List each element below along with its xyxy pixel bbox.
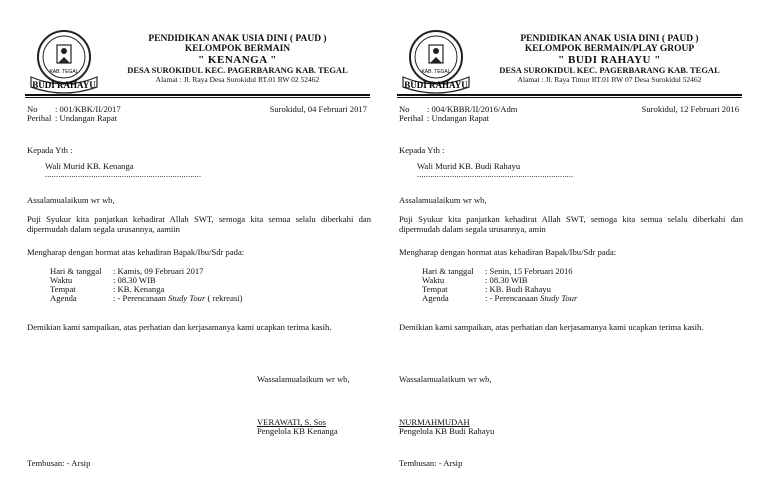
place-date: Surokidul, 12 Februari 2016 xyxy=(641,104,739,114)
body-paragraph-2: Mengharap dengan hormat atas kehadiran Bapak/Ibu/Sdr pada: xyxy=(27,247,245,257)
detail-value-agenda: : - Perencanaan Study Tour ( rekreasi) xyxy=(113,293,243,303)
school-emblem-logo xyxy=(399,27,473,99)
body-paragraph-1: Puji Syukur kita panjatkan kehadirat Allah SWT, semoga kita semua selalu diberkahi dan dipermudah dalam segala urusannya, amin xyxy=(399,214,743,234)
letterhead-village: DESA SUROKIDUL KEC. PAGERBARANG KAB. TEGAL xyxy=(127,65,348,75)
logo-banner-text: BUDI RAHAYU xyxy=(32,80,96,90)
detail-label-agenda: Agenda xyxy=(422,293,449,303)
letterhead-address: Alamat : Jl. Raya Timur RT.01 RW 07 Desa Surokidul 52462 xyxy=(517,75,702,84)
detail-label-agenda: Agenda xyxy=(50,293,77,303)
body-paragraph-2: Mengharap dengan hormat atas kehadiran Bapak/Ibu/Sdr pada: xyxy=(399,247,617,257)
signer-title: Pengelola KB Kenanga xyxy=(257,426,338,436)
closing-sentence: Demikian kami sampaikan, atas perhatian dan kerjasamanya kami ucapkan terima kasih. xyxy=(399,322,704,332)
place-date: Surokidul, 04 Februari 2017 xyxy=(269,104,367,114)
detail-label-date: Hari & tanggal xyxy=(422,266,474,276)
detail-label-time: Waktu xyxy=(50,275,73,285)
greeting: Assalamualaikum wr wb, xyxy=(27,195,115,205)
perihal-label: Perihal xyxy=(399,113,424,123)
perihal-label: Perihal xyxy=(27,113,52,123)
logo-sub-text: KAB. TEGAL xyxy=(49,69,79,75)
detail-value-date: : Senin, 15 Februari 2016 xyxy=(485,266,573,276)
letterhead-address: Alamat : Jl. Raya Desa Surokidul RT.01 RW 02 52462 xyxy=(155,75,320,84)
letterhead xyxy=(105,34,370,84)
letter-kenanga xyxy=(25,0,375,503)
letterhead-line-2: KELOMPOK BERMAIN/PLAY GROUP xyxy=(524,44,695,54)
body-paragraph-1: Puji Syukur kita panjatkan kehadirat Allah SWT, semoga kita semua selalu diberkahi dan dipermudah dalam segala urusannya, aamiin xyxy=(27,214,371,234)
valediction: Wassalamualaikum wr wb, xyxy=(257,374,350,384)
kepada-yth: Kepada Yth : xyxy=(399,145,445,155)
letterhead-village: DESA SUROKIDUL KEC. PAGERBARANG KAB. TEGAL xyxy=(499,65,720,75)
detail-value-place: : KB. Kenanga xyxy=(113,284,165,294)
logo-banner-text: BUDI RAHAYU xyxy=(404,80,468,90)
perihal-value: : Undangan Rapat xyxy=(55,113,118,123)
letterhead-line-1: PENDIDIKAN ANAK USIA DINI ( PAUD ) xyxy=(520,34,699,44)
detail-label-time: Waktu xyxy=(422,275,445,285)
letterhead xyxy=(477,34,742,84)
detail-value-date: : Kamis, 09 Februari 2017 xyxy=(113,266,204,276)
no-label: No xyxy=(399,104,410,114)
letterhead-school-name: " KENANGA " xyxy=(198,54,277,66)
closing-sentence: Demikian kami sampaikan, atas perhatian dan kerjasamanya kami ucapkan terima kasih. xyxy=(27,322,332,332)
valediction: Wassalamualaikum wr wb, xyxy=(399,374,492,384)
no-label: No xyxy=(27,104,38,114)
no-value: : 001/KBK/II/2017 xyxy=(55,104,121,114)
detail-label-date: Hari & tanggal xyxy=(50,266,102,276)
school-emblem-logo xyxy=(27,27,101,99)
recipient-dotted-line: ....................................................................... xyxy=(417,170,574,179)
logo-sub-text: KAB. TEGAL xyxy=(421,69,451,75)
kepada-yth: Kepada Yth : xyxy=(27,145,73,155)
recipient: Wali Murid KB. Kenanga xyxy=(45,161,134,171)
detail-label-place: Tempat xyxy=(50,284,76,294)
letterhead-divider xyxy=(397,94,742,98)
no-value: : 004/KBBR/II/2016/Adm xyxy=(427,104,518,114)
letterhead-divider xyxy=(25,94,370,98)
letterhead-school-name: " BUDI RAHAYU " xyxy=(558,54,661,66)
letter-budi-rahayu xyxy=(397,0,747,503)
signer-name: NURMAHMUDAH xyxy=(399,417,470,427)
cc-archive: Tembusan: - Arsip xyxy=(399,458,463,468)
detail-label-place: Tempat xyxy=(422,284,448,294)
detail-value-agenda: : - Perencanaan Study Tour xyxy=(485,293,578,303)
signer-name: VERAWATI, S. Sos xyxy=(257,417,327,427)
signer-title: Pengelola KB Budi Rahayu xyxy=(399,426,495,436)
detail-value-place: : KB. Budi Rahayu xyxy=(485,284,551,294)
detail-value-time: : 08.30 WIB xyxy=(113,275,156,285)
letterhead-line-2: KELOMPOK BERMAIN xyxy=(184,44,291,54)
perihal-value: : Undangan Rapat xyxy=(427,113,490,123)
greeting: Assalamualaikum wr wb, xyxy=(399,195,487,205)
recipient: Wali Murid KB. Budi Rahayu xyxy=(417,161,521,171)
cc-archive: Tembusan: - Arsip xyxy=(27,458,91,468)
detail-value-time: : 08.30 WIB xyxy=(485,275,528,285)
letterhead-line-1: PENDIDIKAN ANAK USIA DINI ( PAUD ) xyxy=(148,34,327,44)
recipient-dotted-line: ....................................................................... xyxy=(45,170,202,179)
